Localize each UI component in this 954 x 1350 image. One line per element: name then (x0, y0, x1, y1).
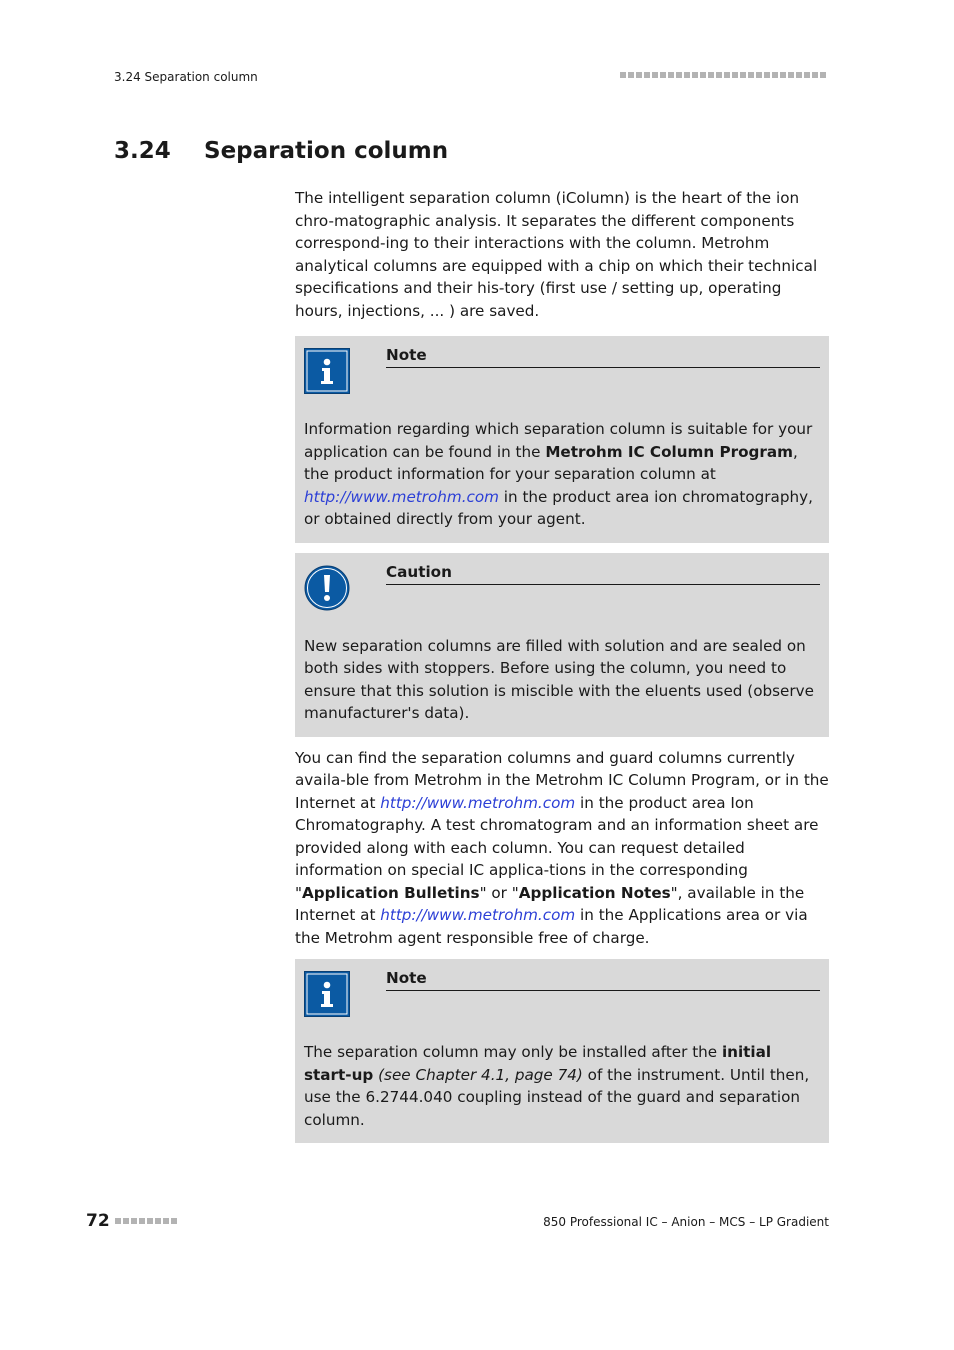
intro-paragraph: The intelligent separation column (iColumn) is the heart of the ion chro-matographic analysis. It separates the different components correspond-ing to their interactions with the column. Metrohm analytical columns are equipped with a chip on which their technical specifications and their his-tory (first use / setting up, operating hours, injections, ... ) are saved. (295, 189, 818, 320)
section-title: Separation column (204, 138, 449, 164)
caution-box (295, 553, 829, 737)
note-text: Information regarding which separation column is suitable for your application can be found in the Metrohm IC Column Program, the product information for your separation column at http://www.metrohm.com in the product area ion chromatography, or obtained directly from your agent. (304, 420, 813, 528)
running-header: 3.24 Separation column (114, 70, 258, 84)
footer-dots (115, 1218, 177, 1224)
note-title: Note (386, 346, 820, 368)
footer-title: 850 Professional IC – Anion – MCS – LP Gradient (543, 1215, 829, 1229)
section-heading (114, 138, 448, 164)
note-text: The separation column may only be installed after the initial start-up (see Chapter 4.1, page 74) of the instrument. Until then, use the 6.2744.040 coupling instead of the guard and separation column. (304, 1043, 810, 1129)
caution-text: New separation columns are filled with solution and are sealed on both sides with stoppers. Before using the column, you need to ensure that this solution is miscible with the eluents used (observe manufacturer's data). (304, 636, 814, 722)
metrohm-link[interactable]: http://www.metrohm.com (380, 793, 576, 812)
info-icon (304, 971, 350, 1017)
note-box (295, 959, 829, 1143)
metrohm-link[interactable]: http://www.metrohm.com (380, 906, 576, 924)
main-content (295, 187, 829, 1143)
note-box (295, 336, 829, 543)
section-number: 3.24 (114, 138, 171, 164)
columns-paragraph: You can find the separation columns and guard columns currently availa-ble from Metrohm in the Metrohm IC Column Program, or in the Internet at http://www.metrohm.com in the product area Ion Chromatography. A test chromatogram and an information sheet are provided along with each column. You can request detailed information on special IC applica-tions in the corresponding "Application Bulletins" or "Application Notes", available in the Internet at http://www.metrohm.com in the Applications area or via the Metrohm agent responsible free of charge. (295, 748, 829, 947)
note-title: Note (386, 969, 820, 991)
exclamation-icon (304, 565, 350, 611)
header-dots (620, 72, 826, 78)
chapter-link[interactable]: (see Chapter 4.1, page 74) (378, 1065, 583, 1084)
page-number: 72 (86, 1211, 110, 1231)
info-icon (304, 348, 350, 394)
caution-title: Caution (386, 563, 820, 585)
metrohm-link[interactable]: http://www.metrohm.com (304, 487, 499, 506)
